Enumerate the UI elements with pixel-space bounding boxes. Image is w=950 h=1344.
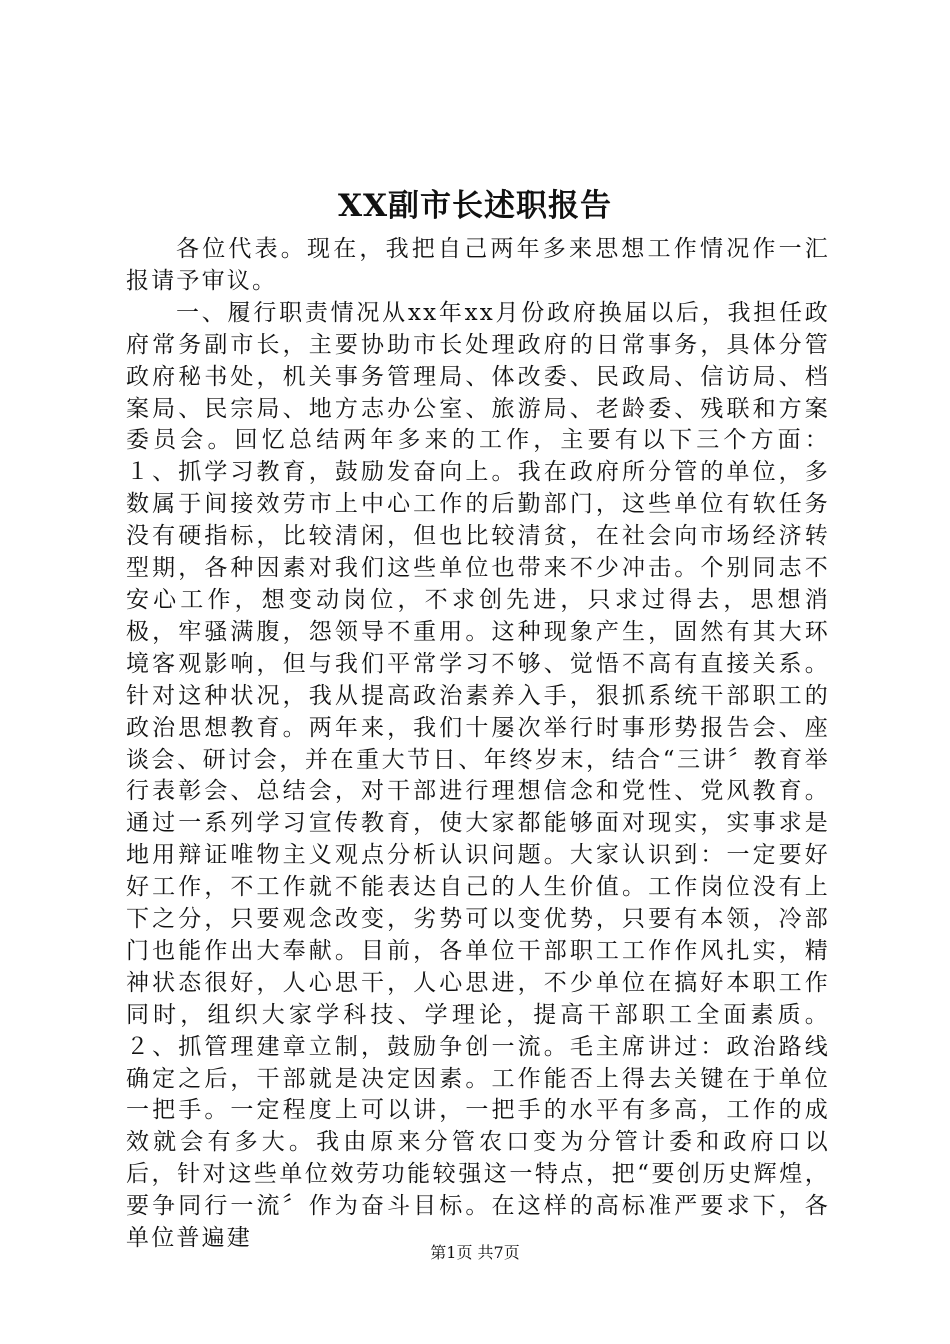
page-number: 第1页 共7页 (430, 1243, 520, 1262)
paragraph-greeting: 各位代表。现在，我把自己两年多来思想工作情况作一汇报请予审议。 (126, 236, 830, 294)
document-body (126, 234, 830, 1255)
document-title: XX副市长述职报告 (337, 188, 613, 224)
paragraph-duty-report: 一、履行职责情况从xx年xx月份政府换届以后，我担任政府常务副市长，主要协助市长处理政府的日常事务，具体分管政府秘书处，机关事务管理局、体改委、民政局、信访局、档案局、民宗局、地方志办公室、旅游局、老龄委、残联和方案委员会。回忆总结两年多来的工作，主要有以下三个方面：１、抓学习教育，鼓励发奋向上。我在政府所分管的单位，多数属于间接效劳市上中心工作的后勤部门，这些单位有软任务没有硬指标，比较清闲，但也比较清贫，在社会向市场经济转型期，各种因素对我们这些单位也带来不少冲击。个别同志不安心工作，想变动岗位，不求创先进，只求过得去，思想消极，牢骚满腹，怨领导不重用。这种现象产生，固然有其大环境客观影响，但与我们平常学习不够、觉悟不高有直接关系。针对这种状况，我从提高政治素养入手，狠抓系统干部职工的政治思想教育。两年来，我们十屡次举行时事形势报告会、座谈会、研讨会，并在重大节日、年终岁末，结合“三讲〞教育举行表彰会、总结会，对干部进行理想信念和党性、党风教育。通过一系列学习宣传教育，使大家都能够面对现实，实事求是地用辩证唯物主义观点分析认识问题。大家认识到：一定要好好工作，不工作就不能表达自己的人生价值。工作岗位没有上下之分，只要观念改变，劣势可以变优势，只要有本领，冷部门也能作出大奉献。目前，各单位干部职工工作作风扎实，精神状态很好，人心思干，人心思进，不少单位在搞好本职工作同时，组织大家学科技、学理论，提高干部职工全面素质。２、抓管理建章立制，鼓励争创一流。毛主席讲过：政治路线确定之后，干部就是决定因素。工作能否上得去关键在于单位一把手。一定程度上可以讲，一把手的水平有多高，工作的成效就会有多大。我由原来分管农口变为分管计委和政府口以后，针对这些单位效劳功能较强这一特点，把“要创历史辉煌，要争同行一流〞作为奋斗目标。在这样的高标准严要求下，各单位普遍建 (126, 299, 830, 1252)
